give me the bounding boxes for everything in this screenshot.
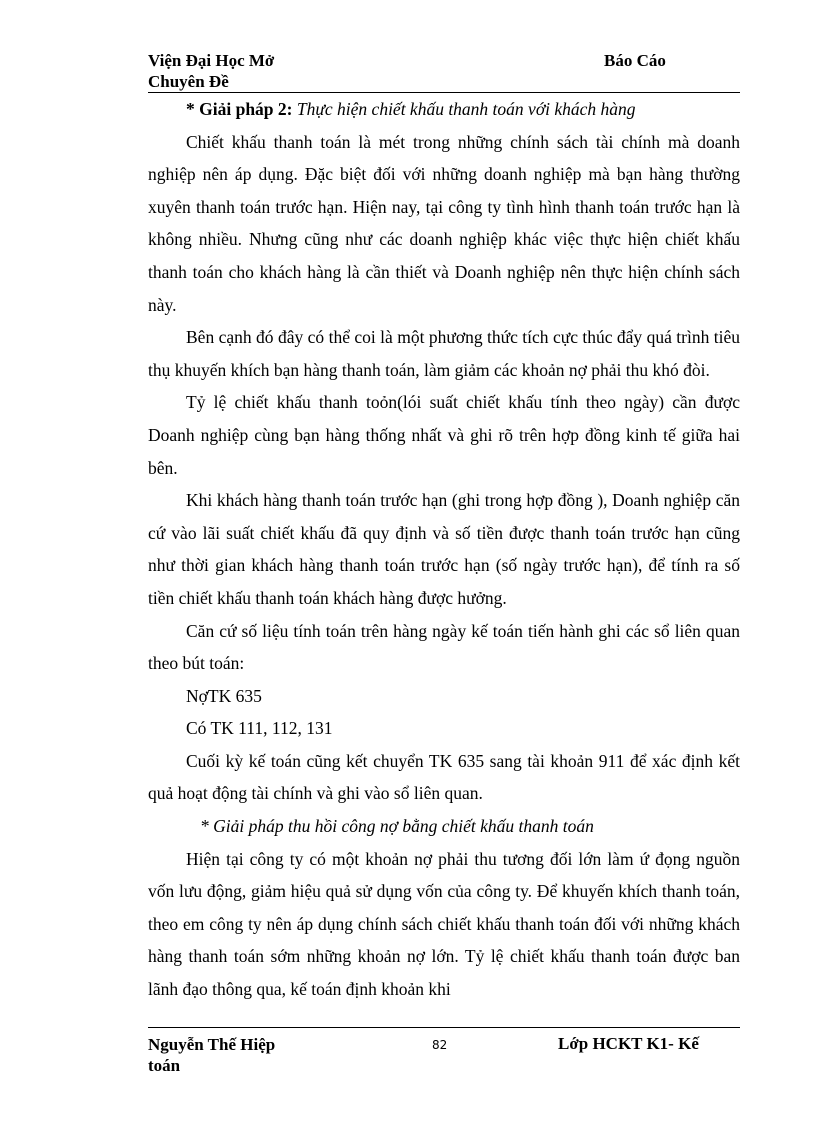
paragraph-2: Bên cạnh đó đây có thể coi là một phương thức tích cực thúc đẩy quá trình tiêu thụ khuyến khích bạn hàng thanh toán, làm giảm các khoản nợ phải thu khó đòi. xyxy=(148,327,740,380)
paragraph-6: Cuối kỳ kế toán cũng kết chuyển TK 635 sang tài khoản 911 để xác định kết quả hoạt động tài chính và ghi vào sổ liên quan. xyxy=(148,750,740,804)
header-institution xyxy=(148,50,274,92)
header-institution-line2: Chuyên Đề xyxy=(148,72,229,91)
journal-entry-debit: NợTK 635 xyxy=(186,685,262,706)
footer-author-line2: toán xyxy=(148,1056,181,1075)
paragraph-3: Tỷ lệ chiết khấu thanh toỏn(lói suất chiết khấu tính theo ngày) cần được Doanh nghiệp cùng bạn hàng thống nhất và ghi rõ trên hợp đồng kinh tế giữa hai bên. xyxy=(148,392,740,478)
journal-entry-credit: Có TK 111, 112, 131 xyxy=(186,718,333,739)
header-doc-type: Báo Cáo xyxy=(604,51,666,70)
section-heading xyxy=(148,93,740,126)
heading-title: Thực hiện chiết khấu thanh toán với khách hàng xyxy=(296,99,636,119)
paragraph-5: Căn cứ số liệu tính toán trên hàng ngày kế toán tiến hành ghi các sổ liên quan theo bút toán: xyxy=(148,620,740,674)
page-body xyxy=(148,93,740,1006)
paragraph-1: Chiết khấu thanh toán là mét trong những chính sách tài chính mà doanh nghiệp nên áp dụng. Đặc biệt đối với những doanh nghiệp mà bạn hàng thường xuyên thanh toán trước hạn. Hiện nay, tại công ty tình hình thanh toán trước hạn là không nhiều. Nhưng cũng như các doanh nghiệp khác việc thực hiện chiết khấu thanh toán cho khách hàng là cần thiết và Doanh nghiệp nên thực hiện chính sách này. xyxy=(148,131,740,315)
paragraph-7: Hiện tại công ty có một khoản nợ phải thu tương đối lớn làm ứ đọng nguồn vốn lưu động, giảm hiệu quả sử dụng vốn của công ty. Để khuyến khích thanh toán, theo em công ty nên áp dụng chính sách chiết khấu thanh toán đối với những khách hàng thanh toán sớm những khoản nợ lớn. Tỷ lệ chiết khấu thanh toán được ban lãnh đạo thông qua, kế toán định khoản khi xyxy=(148,848,740,1000)
page-number: 82 xyxy=(432,1038,448,1052)
footer-author-line1: Nguyễn Thế Hiệp xyxy=(148,1035,276,1054)
paragraph-4: Khi khách hàng thanh toán trước hạn (ghi trong hợp đồng ), Doanh nghiệp căn cứ vào lãi suất chiết khấu đã quy định và số tiền được thanh toán trước hạn cũng như thời gian khách hàng thanh toán trước hạn (số ngày trước hạn), để tính ra số tiền chiết khấu thanh toán khách hàng được hưởng. xyxy=(148,490,740,608)
footer-author xyxy=(148,1034,275,1076)
footer-class: Lớp HCKT K1- Kế xyxy=(558,1034,699,1053)
heading-prefix: * Giải pháp 2: xyxy=(186,99,293,119)
footer-divider xyxy=(148,1027,740,1028)
header-institution-line1: Viện Đại Học Mở xyxy=(148,51,275,70)
subheading: * Giải pháp thu hồi công nợ bằng chiết khấu thanh toán xyxy=(200,816,594,837)
